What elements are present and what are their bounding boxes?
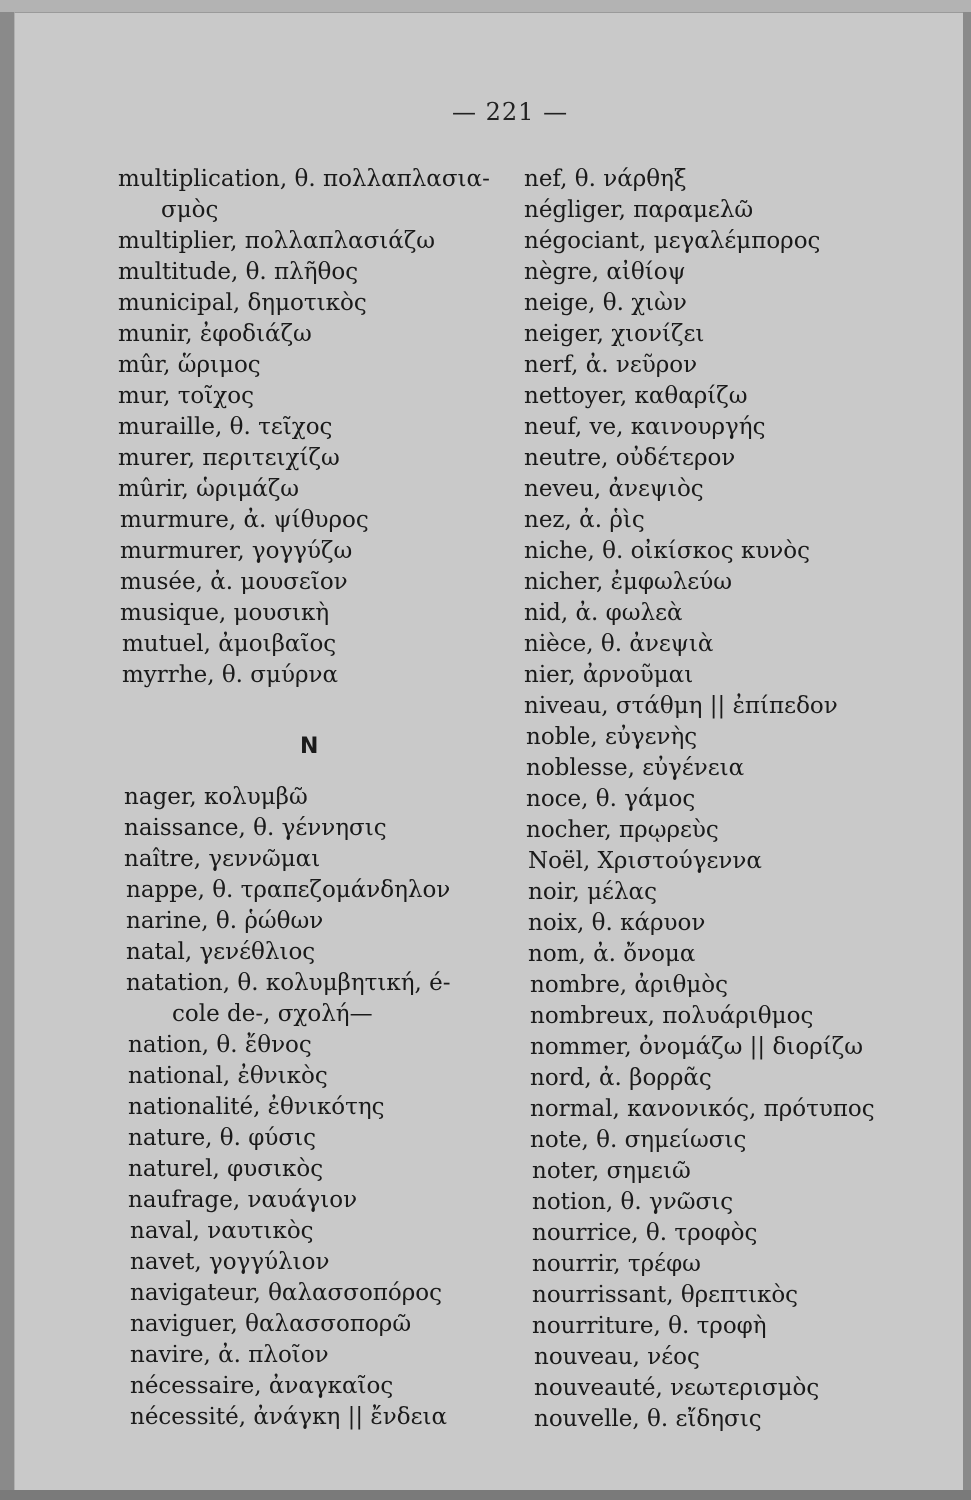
dictionary-entry: nation, θ. ἔθνος: [128, 1032, 312, 1058]
dictionary-entry: nommer, ὀνομάζω || διορίζω: [530, 1034, 863, 1060]
dictionary-entry: nocher, πρῳρεὺς: [526, 817, 719, 843]
dictionary-entry: natal, γενέθλιος: [126, 939, 316, 965]
dictionary-entry: musique, μουσικὴ: [120, 600, 330, 626]
dictionary-entry: normal, κανονικός, πρότυπος: [530, 1096, 875, 1122]
dictionary-entry: municipal, δημοτικὸς: [118, 290, 367, 316]
dictionary-entry: nicher, ἐμφωλεύω: [524, 569, 732, 595]
dictionary-entry: noter, σημειῶ: [532, 1158, 691, 1184]
dictionary-entry: multiplier, πολλαπλασιάζω: [118, 228, 436, 254]
dictionary-entry: mûr, ὥριμος: [118, 352, 261, 378]
dictionary-entry: noix, θ. κάρυον: [528, 910, 706, 936]
dictionary-entry: nid, ἀ. φωλεὰ: [524, 600, 683, 626]
dictionary-entry: murer, περιτειχίζω: [118, 445, 340, 471]
dictionary-entry: narine, θ. ῥώθων: [126, 908, 324, 934]
dictionary-entry: notion, θ. γνῶσις: [532, 1189, 734, 1215]
dictionary-entry: naval, ναυτικὸς: [130, 1218, 314, 1244]
dictionary-entry: noblesse, εὐγένεια: [526, 755, 745, 781]
dictionary-entry: nombre, ἀριθμὸς: [530, 972, 729, 998]
dictionary-entry: nièce, θ. ἀνεψιὰ: [524, 631, 714, 657]
dictionary-entry: navigateur, θαλασσοπόρος: [130, 1280, 443, 1306]
dictionary-entry: naissance, θ. γέννησις: [124, 815, 387, 841]
dictionary-entry: neige, θ. χιὼν: [524, 290, 687, 316]
dictionary-entry: multitude, θ. πλῆθος: [118, 259, 359, 285]
dictionary-entry: négliger, παραμελῶ: [524, 197, 754, 223]
dictionary-entry: nouvelle, θ. εἴδησις: [534, 1406, 762, 1432]
dictionary-entry: neiger, χιονίζει: [524, 321, 705, 347]
dictionary-entry: mûrir, ὡριμάζω: [118, 476, 300, 502]
top-edge: [0, 0, 971, 12]
dictionary-entry: nom, ἀ. ὄνομα: [528, 941, 696, 967]
dictionary-entry: nationalité, ἐθνικότης: [128, 1094, 385, 1120]
dictionary-entry: neveu, ἀνεψιὸς: [524, 476, 704, 502]
dictionary-entry: nègre, αἰθίοψ: [524, 259, 686, 285]
dictionary-entry: niveau, στάθμη || ἐπίπεδον: [524, 693, 838, 719]
dictionary-entry: multiplication, θ. πολλαπλασια-: [118, 166, 490, 192]
section-letter-heading: N: [300, 734, 319, 759]
dictionary-entry: naître, γεννῶμαι: [124, 846, 321, 872]
dictionary-entry: nature, θ. φύσις: [128, 1125, 316, 1151]
dictionary-entry: nettoyer, καθαρίζω: [524, 383, 748, 409]
dictionary-entry: négociant, μεγαλέμπορος: [524, 228, 821, 254]
dictionary-entry: musée, ἀ. μουσεῖον: [120, 569, 348, 595]
dictionary-entry: myrrhe, θ. σμύρνα: [122, 662, 338, 688]
dictionary-entry-continuation: σμὸς: [161, 197, 219, 223]
dictionary-entry: nombreux, πολυάριθμος: [530, 1003, 814, 1029]
dictionary-entry: nécessité, ἀνάγκη || ἔνδεια: [130, 1404, 448, 1430]
bottom-edge: [0, 1490, 971, 1500]
dictionary-entry: nouveauté, νεωτερισμὸς: [534, 1375, 820, 1401]
dictionary-entry: naturel, φυσικὸς: [128, 1156, 324, 1182]
dictionary-entry: nager, κολυμβῶ: [124, 784, 308, 810]
dictionary-entry: murmure, ἀ. ψίθυρος: [120, 507, 369, 533]
dictionary-entry: navet, γογγύλιον: [130, 1249, 330, 1275]
dictionary-entry: nécessaire, ἀναγκαῖος: [130, 1373, 394, 1399]
dictionary-entry: mutuel, ἀμοιβαῖος: [122, 631, 337, 657]
dictionary-entry: nourriture, θ. τροφὴ: [532, 1313, 767, 1339]
dictionary-entry: neutre, οὐδέτερον: [524, 445, 736, 471]
dictionary-entry: noble, εὐγενὴς: [526, 724, 698, 750]
dictionary-entry: noir, μέλας: [528, 879, 657, 905]
page-number: — 221 —: [452, 98, 569, 126]
dictionary-entry-continuation: cole de-, σχολή—: [172, 1001, 373, 1027]
dictionary-entry: noce, θ. γάμος: [526, 786, 696, 812]
dictionary-entry: nord, ἀ. βορρᾶς: [530, 1065, 712, 1091]
dictionary-entry: naufrage, ναυάγιον: [128, 1187, 358, 1213]
dictionary-entry: nourrissant, θρεπτικὸς: [532, 1282, 799, 1308]
dictionary-entry: muraille, θ. τεῖχος: [118, 414, 333, 440]
dictionary-entry: nouveau, νέος: [534, 1344, 700, 1370]
dictionary-entry: niche, θ. οἰκίσκος κυνὸς: [524, 538, 811, 564]
dictionary-entry: nez, ἀ. ῥὶς: [524, 507, 645, 533]
dictionary-entry: nourrice, θ. τροφὸς: [532, 1220, 758, 1246]
dictionary-entry: nappe, θ. τραπεζομάνδηλον: [126, 877, 451, 903]
dictionary-entry: munir, ἐφοδιάζω: [118, 321, 312, 347]
dictionary-entry: naviguer, θαλασσοπορῶ: [130, 1311, 412, 1337]
dictionary-entry: nerf, ἀ. νεῦρον: [524, 352, 698, 378]
dictionary-entry: nier, ἀρνοῦμαι: [524, 662, 694, 688]
dictionary-entry: Noël, Χριστούγεννα: [528, 848, 762, 874]
dictionary-entry: neuf, ve, καινουργής: [524, 414, 766, 440]
dictionary-entry: note, θ. σημείωσις: [530, 1127, 747, 1153]
dictionary-entry: nef, θ. νάρθηξ: [524, 166, 687, 192]
dictionary-entry: murmurer, γογγύζω: [120, 538, 353, 564]
dictionary-entry: navire, ἀ. πλοῖον: [130, 1342, 329, 1368]
dictionary-entry: natation, θ. κολυμβητική, é-: [126, 970, 451, 996]
dictionary-entry: nourrir, τρέφω: [532, 1251, 701, 1277]
dictionary-entry: mur, τοῖχος: [118, 383, 254, 409]
dictionary-entry: national, ἐθνικὸς: [128, 1063, 328, 1089]
